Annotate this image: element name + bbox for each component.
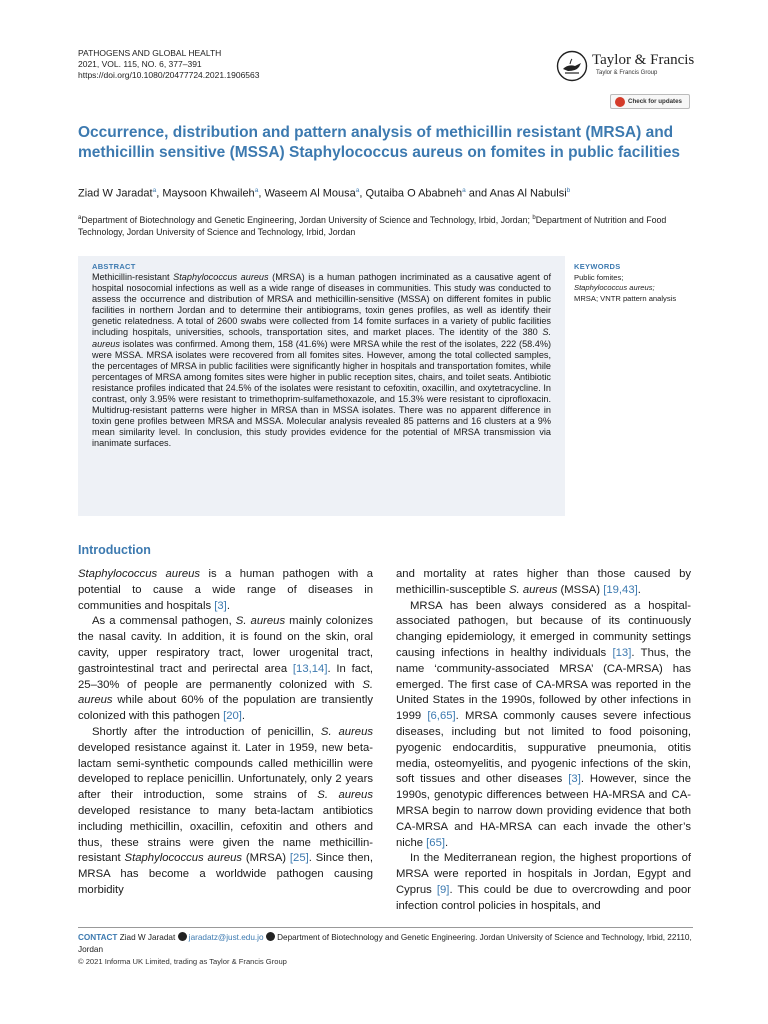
publisher-logo (556, 50, 696, 82)
keywords-heading: KEYWORDS (574, 262, 621, 271)
article-title: Occurrence, distribution and pattern analysis of methicillin resistant (MRSA) and methicillin sensitive (MSSA) Staphylococcus aureus on fomites in public facilities (78, 124, 681, 161)
author-affiliation-mark: a (152, 187, 157, 194)
citation-link[interactable]: [65] (426, 836, 445, 849)
journal-header (78, 48, 260, 81)
check-for-updates-button[interactable] (610, 94, 690, 109)
keyword-item: Staphylococcus aureus; (574, 283, 655, 292)
footer-divider (78, 927, 693, 928)
body-paragraph: MRSA has been always considered as a hospital-associated pathogen, but because of its continuously changing epidemiology, it emerged in community settings causing infections in healthy individuals [13]. Thus, the name ‘community-associated MRSA’ (CA-MRSA) has emerged. The first case of CA-MRSA was reported in the United States in the 1990s, followed by other infections in 1999 [6,65]. MRSA commonly causes severe infectious diseases, including but not limited to food poisoning, pyogenic endocarditis, suppurative pneumonia, otitis media, osteomyelitis, and pyogenic infections of the skin, soft tissues and other diseases [3]. However, since the 1990s, genotypic differences between HA-MRSA and CA-MRSA begin to narrow down providing evidence that both CA-MRSA and HA-MRSA can each invade the other’s niche [65]. (396, 599, 692, 849)
author-affiliation-mark: a (355, 187, 360, 194)
author-affiliation-mark: b (566, 187, 571, 194)
doi-link[interactable]: https://doi.org/10.1080/20477724.2021.1906563 (78, 70, 260, 80)
contact-label: CONTACT (78, 933, 118, 942)
journal-volume: 2021, VOL. 115, NO. 6, 377–391 (78, 59, 202, 69)
author-affiliation-mark: a (462, 187, 466, 194)
citation-link[interactable]: [13] (612, 646, 632, 659)
affiliation-b: Department of Nutrition and Food Technology, Jordan University of Science and Technology, Irbid, Jordan (78, 214, 667, 238)
journal-name: PATHOGENS AND GLOBAL HEALTH (78, 48, 222, 58)
abstract-box (78, 256, 565, 516)
body-column-left (78, 567, 373, 899)
author-name: Waseem Al Mousa (264, 187, 356, 200)
contact-name: Ziad W Jaradat (119, 933, 176, 942)
keyword-item: MRSA; VNTR pattern analysis (574, 293, 677, 303)
author-list: Ziad W Jaradat$^a$, Maysoon Khwaileh$^a$, Waseem Al Mousa$^a$, Qutaiba O Ababneh$^a$ and Anas Al Nabulsi$^b$ (78, 187, 571, 200)
affiliation-a: Department of Biotechnology and Genetic Engineering, Jordan University of Science and Technology, Irbid, Jordan; (81, 214, 530, 225)
keyword-item: Public fomites; (574, 272, 624, 282)
contact-info (78, 932, 693, 955)
contact-address: Department of Biotechnology and Genetic Engineering. Jordan University of Science and Technology, Irbid, 22110, Jordan (78, 933, 692, 954)
keywords-panel (574, 262, 694, 304)
citation-link[interactable]: [20] (223, 710, 242, 723)
body-column-right (396, 567, 691, 915)
citation-link[interactable]: [3] (568, 773, 581, 786)
body-paragraph: As a commensal pathogen, S. aureus mainly colonizes the nasal cavity. In addition, it is found on the skin, oral cavity, upper respiratory tract, lower urogenital tract, gastrointestinal tract and perirectal area [13,14]. In fact, 25–30% of people are permanently colonized with S. aureus while about 60% of the population are transiently colonized with this pathogen [20]. (78, 615, 373, 723)
address-icon (266, 932, 275, 941)
citation-link[interactable]: [6,65] (427, 710, 456, 723)
author-affiliation-mark: a (254, 187, 259, 194)
author-name: Maysoon Khwaileh (162, 187, 255, 200)
email-icon (178, 932, 187, 941)
citation-link[interactable]: [9] (436, 883, 450, 896)
body-paragraph: and mortality at rates higher than those caused by methicillin-susceptible S. aureus (MSSA) [19,43]. (396, 568, 691, 596)
crossmark-icon (615, 97, 625, 107)
affiliations: $^a$Department of Biotechnology and Genetic Engineering, Jordan University of Science and Technology, Irbid, Jordan; $^b$Department of Nutrition and Food Technology, Jordan University of Science and Technology, Irbid, Jordan (78, 214, 667, 238)
abstract-text: Methicillin-resistant Staphylococcus aureus (MRSA) is a human pathogen incriminated as a causative agent of hospital nosocomial infections as well as a wide range of diseases in communities. This study was conducted to assess the occurrence and distribution of MRSA and methicillin-sensitive (MSSA) on different fomites in public facilities in northern Jordan and to determine their antibiograms, toxin genes profiles, as well as identify their genetic relatedness. A total of 2600 swabs were collected from 14 fomite surfaces in a variety of public facilities including hospitals, universities, schools, transportation sites, and market places. The identity of the 380 S. aureus isolates was confirmed. Among them, 158 (41.6%) were MRSA while the rest of the isolates, 222 (58.4%) were MSSA. MRSA isolates were recovered from all fomites sites. However, among the total collected samples, the percentages of MRSA in public facilities were significantly higher in hospitals and transportation fomites, while percentages of MRSA among fomites sites were higher in public reception sites, chairs, and toilet seats. Antibiotic resistance profiles indicated that 24.5% of the isolates were resistant to cefoxitin, oxacillin, and oxytetracycline. In contrast, only 3.95% were resistant to trimethoprim-sulfamethoxazole, and 15.3% were resistant to ciprofloxacin. Multidrug-resistant patterns were higher in MRSA than in MSSA isolates. There was no apparent difference in toxin gene profiles between MRSA and MSSA. Molecular analysis revealed 85 patterns and 16 clusters at a 9% mean similarity level. In conclusion, this study provides evidence for the potential of MRSA transmission via inanimate surfaces. (92, 272, 551, 449)
body-paragraph: Staphylococcus aureus is a human pathogen with a potential to cause a wide range of diseases in communities and hospitals [3]. (78, 568, 373, 612)
tf-lamp-icon (556, 50, 588, 82)
citation-link[interactable]: [25] (289, 852, 309, 865)
abstract-heading: ABSTRACT (92, 262, 136, 271)
contact-email-link[interactable]: jaradatz@just.edu.jo (188, 933, 264, 942)
citation-link[interactable]: [19,43] (603, 583, 638, 596)
author-name: Anas Al Nabulsi (489, 187, 567, 200)
author-name: Ziad W Jaradat (78, 187, 153, 200)
citation-link[interactable]: [13,14] (292, 662, 328, 675)
body-paragraph: In the Mediterranean region, the highest proportions of MRSA were reported in hospitals in Jordan, Egypt and Cyprus [9]. This could be due to overcrowding and poor infection control policies in hospitals, and (396, 852, 692, 912)
section-heading: Introduction (78, 543, 151, 557)
author-name: Qutaiba O Ababneh (365, 187, 463, 200)
check-updates-label: Check for updates (628, 98, 682, 105)
publisher-name: Taylor & Francis (592, 52, 695, 68)
copyright-line: © 2021 Informa UK Limited, trading as Taylor & Francis Group (78, 957, 287, 966)
citation-link[interactable]: [3] (214, 599, 227, 612)
publisher-group: Taylor & Francis Group (596, 70, 658, 76)
body-paragraph: Shortly after the introduction of penicillin, S. aureus developed resistance against it. Later in 1959, new beta-lactam semi-synthetic compounds called methicillin were developed to replace penicillin. Unfortunately, only 2 years after their introduction, some strains of S. aureus developed resistance to many beta-lactam antibiotics including methicillin, oxacillin, cefoxitin and others and thus, these strains were given the name methicillin-resistant Staphylococcus aureus (MRSA) [25]. Since then, MRSA has become a worldwide pathogen causing morbidity (78, 725, 373, 896)
